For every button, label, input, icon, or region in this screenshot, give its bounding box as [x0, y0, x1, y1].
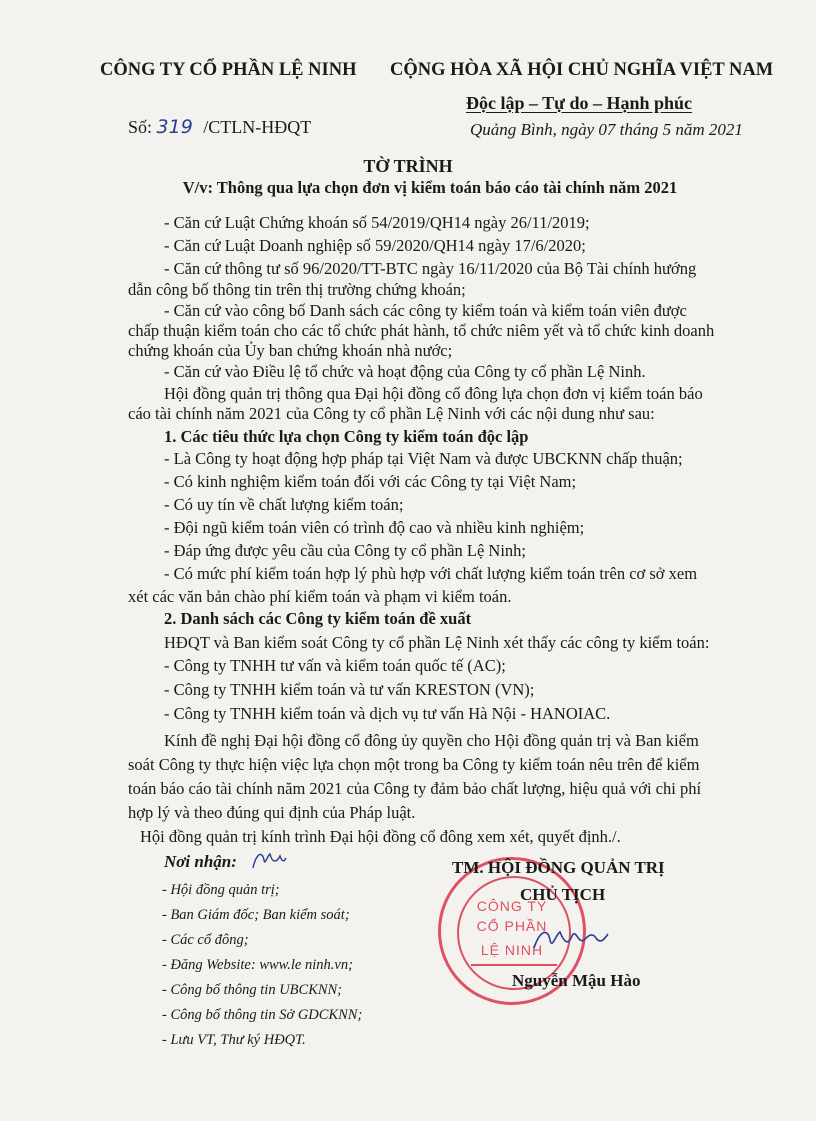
criteria-item: - Là Công ty hoạt động hợp pháp tại Việt Nam và được UBCKNN chấp thuận;: [164, 449, 683, 468]
signer-organization: TM. HỘI ĐỒNG QUẢN TRỊ: [452, 858, 665, 877]
place-date: Quảng Bình, ngày 07 tháng 5 năm 2021: [470, 120, 743, 139]
document-title: TỜ TRÌNH: [363, 156, 453, 176]
signer-name: Nguyễn Mậu Hào: [512, 971, 641, 990]
section2-lead: HĐQT và Ban kiểm soát Công ty cổ phần Lệ Ninh xét thấy các công ty kiểm toán:: [164, 633, 710, 652]
recipient-item: - Các cổ đông;: [162, 932, 249, 948]
basis-line: chứng khoán của Ủy ban chứng khoán nhà nước;: [128, 341, 453, 360]
section1-heading: 1. Các tiêu thức lựa chọn Công ty kiểm toán độc lập: [164, 427, 529, 446]
criteria-item: xét các văn bản chào phí kiểm toán và phạm vi kiểm toán.: [128, 587, 512, 606]
criteria-item: - Đáp ứng được yêu cầu của Công ty cổ phần Lệ Ninh;: [164, 541, 527, 560]
initials-signature: [250, 848, 288, 872]
recipient-item: - Ban Giám đốc; Ban kiểm soát;: [162, 907, 350, 923]
request-line: hợp lý và theo đúng qui định của Pháp luật.: [128, 803, 416, 822]
national-motto: Độc lập – Tự do – Hạnh phúc: [466, 93, 693, 113]
section2-heading: 2. Danh sách các Công ty kiểm toán đề xuất: [164, 609, 472, 628]
number-suffix: /CTLN-HĐQT: [203, 117, 312, 137]
criteria-item: - Đội ngũ kiểm toán viên có trình độ cao và nhiều kinh nghiệm;: [164, 518, 585, 537]
criteria-item: - Có kinh nghiệm kiểm toán đối với các Công ty tại Việt Nam;: [164, 472, 577, 491]
basis-line: - Căn cứ Luật Doanh nghiệp số 59/2020/QH14 ngày 17/6/2020;: [164, 236, 586, 255]
handwritten-signature: [530, 922, 610, 958]
seal-text: CÔNG TY: [476, 898, 548, 914]
basis-line: - Căn cứ Luật Chứng khoán số 54/2019/QH14 ngày 26/11/2019;: [164, 213, 590, 232]
document-number: [128, 116, 311, 138]
criteria-item: - Có uy tín về chất lượng kiểm toán;: [164, 495, 404, 514]
recipients-heading: Nơi nhận:: [164, 852, 237, 871]
recipient-item: - Công bố thông tin Sở GDCKNN;: [162, 1007, 363, 1023]
basis-line: - Căn cứ vào công bố Danh sách các công ty kiểm toán và kiểm toán viên được: [164, 301, 687, 320]
request-line: toán báo cáo tài chính năm 2021 của Công ty đảm bảo chất lượng, hiệu quả với chi phí: [128, 779, 702, 798]
number-prefix: Số:: [128, 117, 153, 137]
number-handwritten: 319: [156, 116, 193, 138]
basis-line: - Căn cứ thông tư số 96/2020/TT-BTC ngày 16/11/2020 của Bộ Tài chính hướng: [164, 259, 697, 278]
recipient-item: - Đăng Website: www.le ninh.vn;: [162, 957, 353, 973]
basis-line: chấp thuận kiểm toán cho các tổ chức phát hành, tổ chức niêm yết và tổ chức kinh doanh: [128, 321, 715, 340]
seal-text: LỆ NINH: [480, 942, 544, 958]
intro-line: cáo tài chính năm 2021 của Công ty cổ phần Lệ Ninh với các nội dung như sau:: [128, 404, 655, 423]
criteria-item: - Có mức phí kiểm toán hợp lý phù hợp với chất lượng kiểm toán trên cơ sở xem: [164, 564, 698, 583]
document-subject: V/v: Thông qua lựa chọn đơn vị kiểm toán báo cáo tài chính năm 2021: [182, 178, 678, 197]
auditor-item: - Công ty TNHH tư vấn và kiểm toán quốc tế (AC);: [164, 656, 506, 675]
intro-line: Hội đồng quản trị thông qua Đại hội đồng cổ đông lựa chọn đơn vị kiểm toán báo: [164, 384, 703, 403]
closing-line: Hội đồng quản trị kính trình Đại hội đồng cổ đông xem xét, quyết định./.: [140, 827, 621, 846]
recipient-item: - Hội đồng quản trị;: [162, 882, 280, 898]
signer-role: CHỦ TỊCH: [520, 885, 606, 904]
republic-name: CỘNG HÒA XÃ HỘI CHỦ NGHĨA VIỆT NAM: [390, 60, 774, 80]
auditor-item: - Công ty TNHH kiểm toán và tư vấn KRESTON (VN);: [164, 680, 535, 699]
recipient-item: - Lưu VT, Thư ký HĐQT.: [162, 1032, 306, 1048]
request-line: Kính đề nghị Đại hội đồng cổ đông ủy quyền cho Hội đồng quản trị và Ban kiểm: [164, 731, 699, 750]
auditor-item: - Công ty TNHH kiểm toán và dịch vụ tư vấn Hà Nội - HANOIAC.: [164, 704, 611, 723]
company-name: CÔNG TY CỔ PHẦN LỆ NINH: [100, 60, 357, 80]
recipient-item: - Công bố thông tin UBCKNN;: [162, 982, 343, 998]
request-line: soát Công ty thực hiện việc lựa chọn một trong ba Công ty kiểm toán nêu trên để kiểm: [128, 755, 700, 774]
seal-text: CỔ PHẦN: [476, 918, 548, 934]
basis-line: dẫn công bố thông tin trên thị trường chứng khoán;: [128, 280, 466, 299]
basis-line: - Căn cứ vào Điều lệ tổ chức và hoạt động của Công ty cổ phần Lệ Ninh.: [164, 362, 646, 381]
seal-line: [471, 964, 557, 966]
